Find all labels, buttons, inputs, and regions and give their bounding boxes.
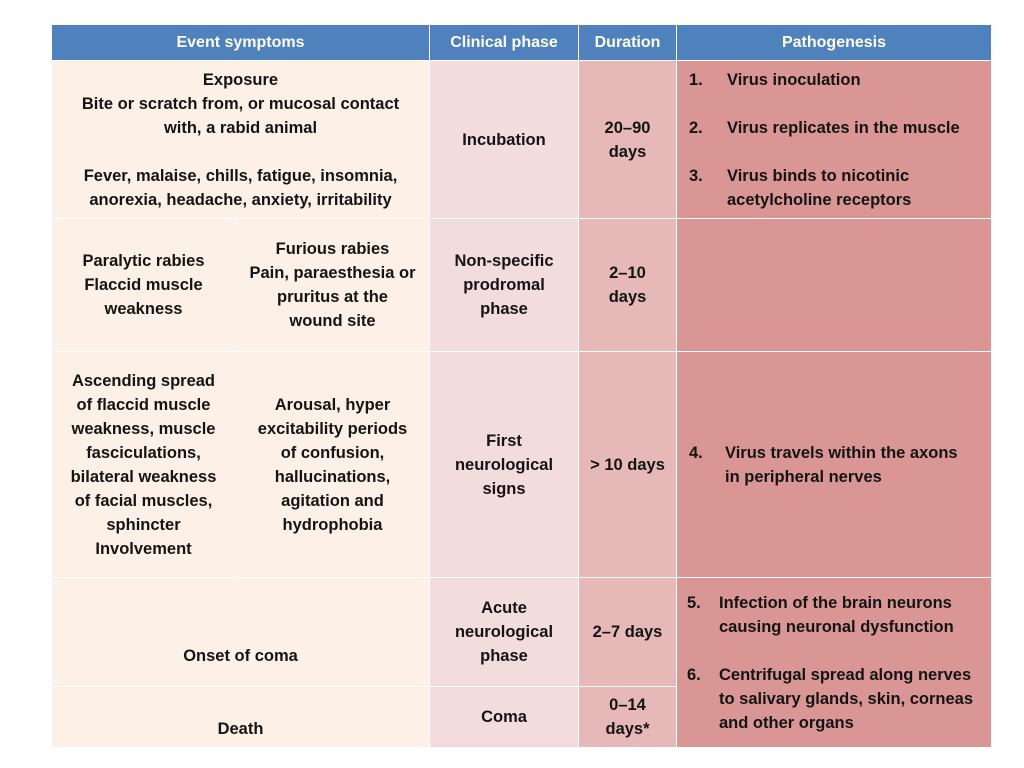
acute-symptoms: Onset of coma — [52, 578, 430, 687]
prodromal-furious: Furious rabies Pain, paraesthesia or pruritus at the wound site — [236, 219, 430, 352]
pathogenesis-item — [687, 591, 973, 639]
coma-phase: Coma — [430, 687, 579, 748]
pathogenesis-item — [689, 116, 960, 140]
coma-symptoms: Death — [52, 687, 430, 748]
item-text: Virus travels within the axons in peripheral nerves — [725, 443, 958, 486]
neuro-pathogenesis — [677, 352, 992, 578]
late-pathogenesis — [677, 578, 992, 748]
pathogenesis-list — [689, 44, 960, 236]
prodromal-pathogenesis — [677, 219, 992, 352]
pathogenesis-item — [689, 164, 960, 212]
item-number: 4. — [689, 443, 703, 462]
acute-duration: 2–7 days — [579, 578, 677, 687]
neuro-paralytic: Ascending spread of flaccid muscle weakness, muscle fasciculations, bilateral weakness of facial muscles, sphincter Involvement — [52, 352, 236, 578]
incubation-symptoms: Exposure Bite or scratch from, or mucosal contact with, a rabid animal Fever, malaise, chills, fatigue, insomnia, anorexia, headache, anxiety, irritability — [52, 61, 430, 219]
item-number: 3. — [689, 166, 703, 185]
prodromal-paralytic: Paralytic rabies Flaccid muscle weakness — [52, 219, 236, 352]
item-number: 5. — [687, 593, 701, 612]
item-number: 2. — [689, 118, 703, 137]
header-pathogenesis: Pathogenesis — [677, 25, 992, 61]
header-duration: Duration — [579, 25, 677, 61]
neuro-duration: > 10 days — [579, 352, 677, 578]
item-text: Infection of the brain neurons causing neuronal dysfunction — [719, 593, 954, 636]
item-text: Virus inoculation — [727, 70, 861, 89]
incubation-phase: Incubation — [430, 61, 579, 219]
coma-duration: 0–14 days* — [579, 687, 677, 748]
prodromal-phase: Non-specific prodromal phase — [430, 219, 579, 352]
pathogenesis-item — [687, 663, 973, 735]
item-number: 6. — [687, 665, 701, 684]
item-text: Centrifugal spread along nerves to salivary glands, skin, corneas and other organs — [719, 665, 974, 732]
header-clinical-phase: Clinical phase — [430, 25, 579, 61]
neuro-furious: Arousal, hyper excitability periods of confusion, hallucinations, agitation and hydrophobia — [236, 352, 430, 578]
pathogenesis-item — [689, 68, 960, 92]
item-text: Virus binds to nicotinic acetylcholine receptors — [727, 166, 912, 209]
pathogenesis-list — [687, 567, 973, 759]
incubation-pathogenesis — [677, 61, 992, 219]
item-number: 1. — [689, 70, 703, 89]
incubation-duration: 20–90 days — [579, 61, 677, 219]
prodromal-duration: 2–10 days — [579, 219, 677, 352]
header-event-symptoms: Event symptoms — [52, 25, 430, 61]
pathogenesis-list — [689, 417, 958, 513]
neuro-phase: First neurological signs — [430, 352, 579, 578]
pathogenesis-item — [689, 441, 958, 489]
acute-phase: Acute neurological phase — [430, 578, 579, 687]
item-text: Virus replicates in the muscle — [727, 118, 960, 137]
